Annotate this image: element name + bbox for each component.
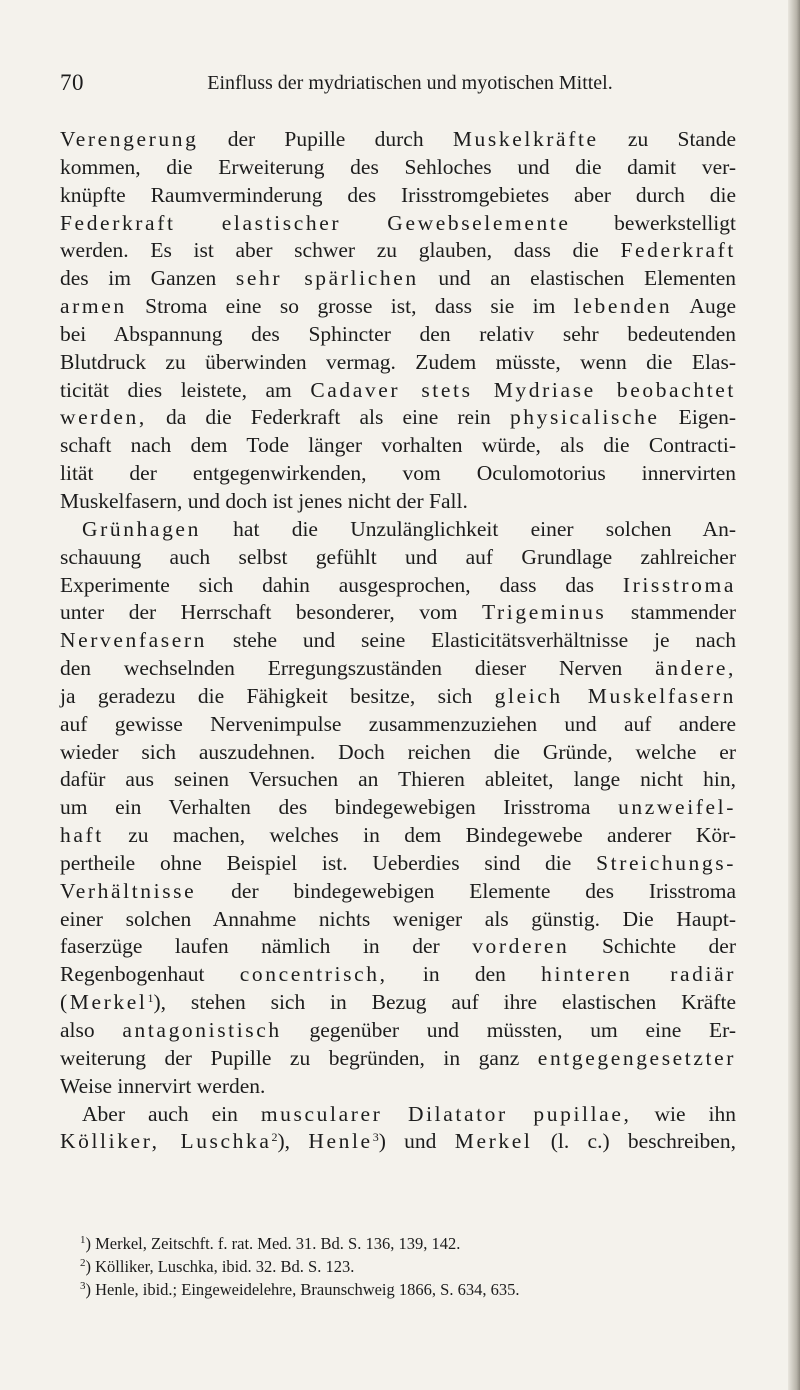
text-line [60, 126, 736, 154]
text-line [60, 516, 736, 544]
text-run: (l. c.) beschreiben, [532, 1129, 736, 1154]
running-title: Einfluss der mydriatischen und myotischen Mittel. [207, 72, 613, 94]
text-run: stehe und seine Elasticitätsverhältnisse je nach [207, 628, 736, 653]
text-run: auf gewisse Nervenimpulse zusammenzuziehen und auf andere [60, 711, 736, 736]
text-line [60, 822, 736, 850]
spaced-text: Federkraft [620, 238, 736, 263]
spaced-text: armen [60, 294, 127, 319]
text-run: schaft nach dem Tode länger vorhalten würde, als die Contracti- [60, 433, 736, 458]
footnote-mark: 3 [80, 1280, 86, 1292]
footnote-text: ) Henle, ibid.; Eingeweidelehre, Braunschweig 1866, S. 634, 635. [85, 1280, 520, 1299]
footnote-mark: 1 [80, 1234, 86, 1246]
text-line [60, 321, 736, 349]
text-run: Experimente sich dahin ausgesprochen, dass das [60, 572, 623, 597]
footnote [80, 1255, 720, 1278]
text-run: ) und [378, 1129, 455, 1154]
footnote [80, 1232, 720, 1255]
text-line [60, 794, 736, 822]
text-run: Aber auch ein [82, 1101, 261, 1126]
spaced-text: Trigeminus [482, 600, 607, 625]
spaced-text: Muskelkräfte [452, 127, 599, 151]
text-run: den wechselnden Erregungszuständen dieser Nerven [60, 656, 656, 681]
spaced-text: muscularer Dilatator pupillae, [260, 1101, 632, 1126]
text-run: des im Ganzen [60, 266, 236, 291]
spaced-text: Grünhagen [82, 516, 201, 541]
text-run: ja geradezu die Fähigkeit besitze, sich [60, 683, 495, 708]
text-run: und an elastischen Elementen [418, 266, 736, 291]
spaced-text: Federkraft elastischer Gewebselemente [60, 210, 571, 235]
text-line [60, 739, 736, 767]
text-run: Eigen- [659, 405, 736, 430]
text-run: schauung auch selbst gefühlt und auf Grundlage zahlreicher [60, 544, 736, 569]
spaced-text: lebenden [573, 294, 673, 319]
text-line [60, 906, 736, 934]
page-number: 70 [60, 70, 84, 95]
text-run: bei Abspannung des Sphincter den relativ sehr bedeutenden [60, 321, 736, 346]
text-run: pertheile ohne Beispiel ist. Ueberdies sind die [60, 850, 597, 875]
text-line [60, 572, 736, 600]
footnote [80, 1278, 720, 1301]
text-line [60, 544, 736, 572]
text-run: zu Stande [598, 127, 737, 151]
text-run: hat die Unzulänglichkeit einer solchen An- [200, 516, 736, 541]
text-run: Auge [672, 294, 736, 319]
text-run: also [60, 1018, 123, 1042]
spaced-text: unzweifel- [618, 795, 736, 820]
text-run: ), [277, 1129, 309, 1154]
footnotes [80, 1232, 720, 1301]
text-line [60, 1017, 736, 1045]
footnote-ref: 3 [372, 1130, 379, 1145]
text-line [60, 655, 736, 683]
spaced-text: Irisstroma [622, 572, 736, 597]
spaced-text: physicalische [509, 405, 660, 430]
text-line [60, 683, 736, 711]
text-line [60, 237, 736, 265]
page-edge [788, 0, 800, 1390]
text-line [60, 711, 736, 739]
text-run: wieder sich auszudehnen. Doch reichen die Gründe, welche er [60, 739, 736, 764]
text-run: Weise innervirt werden. [60, 1073, 266, 1098]
text-run: in den [387, 962, 542, 987]
text-line [60, 154, 736, 182]
text-run: kommen, die Erweiterung des Sehloches und die damit ver- [60, 154, 736, 179]
spaced-text: Merkel [454, 1129, 533, 1154]
spaced-text: werden, [60, 405, 147, 430]
text-run: werden. Es ist aber schwer zu glauben, dass die [60, 238, 621, 263]
text-line [60, 293, 736, 321]
footnote-text: ) Kölliker, Luschka, ibid. 32. Bd. S. 123. [85, 1257, 355, 1276]
text-run: ticität dies leistete, am [60, 377, 311, 402]
text-run: knüpfte Raumverminderung des Irisstromgebietes aber durch die [60, 182, 736, 207]
spaced-text: (Merkel [60, 990, 148, 1015]
text-line [60, 404, 736, 432]
text-line [60, 377, 736, 405]
text-run: um ein Verhalten des bindegewebigen Irisstroma [60, 795, 619, 820]
text-run: Schichte der [569, 934, 736, 959]
body-text [60, 126, 736, 1156]
spaced-text: vorderen [472, 934, 570, 959]
text-run: Stroma eine so grosse ist, dass sie im [126, 294, 574, 319]
text-run: einer solchen Annahme nichts weniger als günstig. Die Haupt- [60, 906, 736, 931]
text-run: Regenbogenhaut [60, 962, 240, 987]
text-line [60, 1101, 736, 1129]
text-line [60, 265, 736, 293]
text-run: wie ihn [631, 1101, 736, 1126]
footnote-text: ) Merkel, Zeitschft. f. rat. Med. 31. Bd. S. 136, 139, 142. [85, 1234, 461, 1253]
spaced-text: sehr spärlichen [235, 266, 419, 291]
spaced-text: Streichungs- [596, 850, 736, 875]
spaced-text: ändere, [655, 656, 736, 681]
text-line [60, 627, 736, 655]
text-run: bewerkstelligt [570, 210, 736, 235]
text-run: weiterung der Pupille zu begründen, in ganz [60, 1045, 538, 1070]
text-run: lität der entgegenwirkenden, vom Oculomotorius innervirten [60, 461, 736, 486]
text-line [60, 1128, 736, 1156]
spaced-text: Kölliker, Luschka [60, 1129, 272, 1154]
text-line [60, 1045, 736, 1073]
spaced-text: Verengerung [60, 127, 199, 151]
text-run: Muskelfasern, und doch ist jenes nicht der Fall. [60, 488, 468, 513]
spaced-text: Verhältnisse [60, 878, 197, 903]
spaced-text: Cadaver stets Mydriase beobachtet [310, 377, 736, 402]
text-run: faserzüge laufen nämlich in der [60, 934, 473, 959]
text-line [60, 349, 736, 377]
spaced-text: antagonistisch [122, 1018, 282, 1042]
spaced-text: haft [60, 823, 104, 848]
text-line [60, 599, 736, 627]
text-line [60, 432, 736, 460]
text-run: gegenüber und müssten, um eine Er- [281, 1018, 736, 1042]
footnote-mark: 2 [80, 1257, 86, 1269]
text-run: der Pupille durch [198, 127, 453, 151]
spaced-text: entgegengesetzter [537, 1045, 736, 1070]
text-run: dafür aus seinen Versuchen an Thieren ableitet, lange nicht hin, [60, 767, 736, 792]
text-line [60, 961, 736, 989]
footnote-ref: 2 [271, 1130, 278, 1145]
text-line [60, 766, 736, 794]
text-line [60, 182, 736, 210]
text-line [60, 460, 736, 488]
text-run: der bindegewebigen Elemente des Irisstroma [196, 878, 736, 903]
footnote-ref: 1 [147, 991, 154, 1006]
text-run: unter der Herrschaft besonderer, vom [60, 600, 483, 625]
text-line [60, 210, 736, 238]
spaced-text: hinteren radiär [541, 962, 736, 987]
text-line [60, 878, 736, 906]
text-run: stammender [606, 600, 737, 625]
text-line [60, 488, 736, 516]
text-run: ), stehen sich in Bezug auf ihre elastischen Kräfte [153, 990, 736, 1015]
text-run: zu machen, welches in dem Bindegewebe anderer Kör- [103, 823, 736, 848]
text-line [60, 989, 736, 1017]
spaced-text: concentrisch, [239, 962, 388, 987]
text-line [60, 850, 736, 878]
spaced-text: gleich Muskelfasern [494, 683, 736, 708]
text-line [60, 1073, 736, 1101]
spaced-text: Nervenfasern [60, 628, 207, 653]
text-run: da die Federkraft als eine rein [146, 405, 510, 430]
page-header [60, 70, 740, 100]
spaced-text: Henle [308, 1129, 373, 1154]
text-line [60, 933, 736, 961]
text-run: Blutdruck zu überwinden vermag. Zudem müsste, wenn die Elas- [60, 349, 736, 374]
